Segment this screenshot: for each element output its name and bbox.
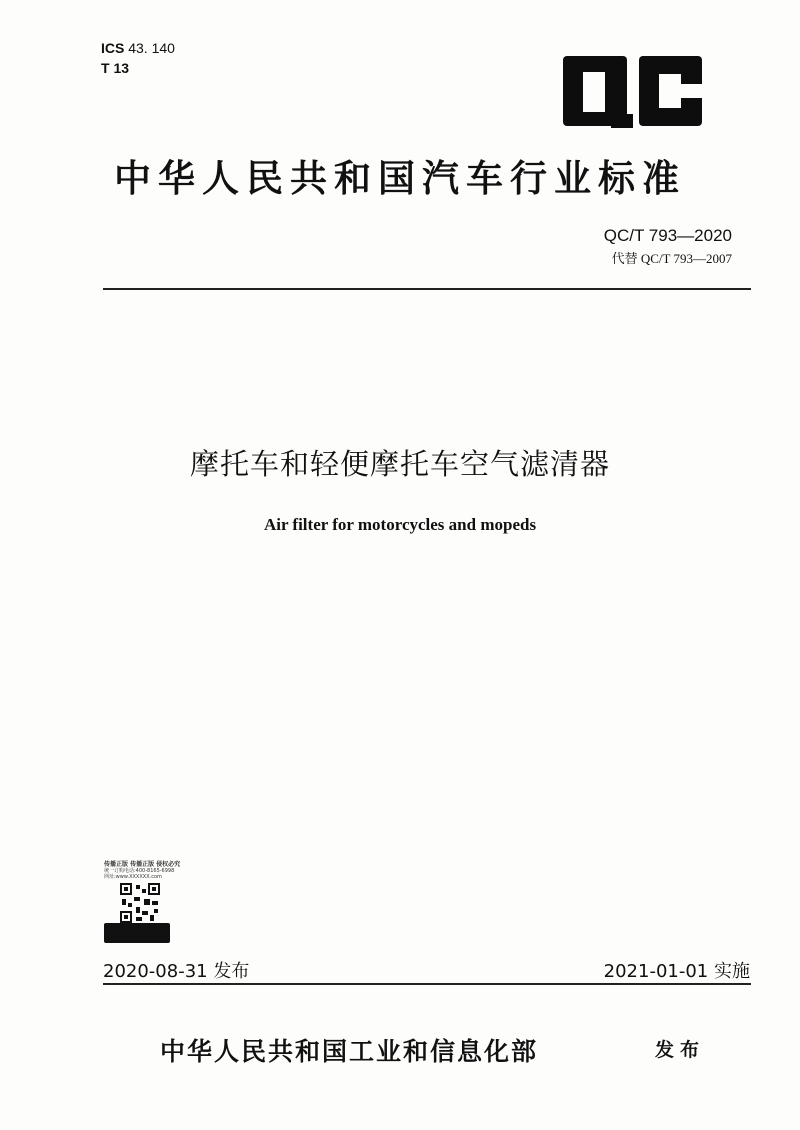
standard-number: QC/T 793—2020 xyxy=(603,226,732,245)
document-title-english: Air filter for motorcycles and mopeds xyxy=(263,515,537,534)
publish-date: 2020-08-31 发布 xyxy=(103,961,250,982)
stamp-line-2: 统一订购电话:400-8165-6998 xyxy=(104,868,175,874)
standard-category-title: 中华人民共和国汽车行业标准 xyxy=(114,156,686,200)
stamp-line-3: 网址:www.XXXXXX.com xyxy=(104,874,162,880)
qc-logo xyxy=(561,54,704,132)
document-title-chinese: 摩托车和轻便摩托车空气滤清器 xyxy=(189,447,610,481)
ccs-code: T 13 xyxy=(101,60,130,76)
classification-codes xyxy=(101,38,175,78)
replaced-standard: 代替 QC/T 793—2007 xyxy=(611,251,732,266)
stamp-label-bar xyxy=(104,923,170,943)
anti-piracy-stamp xyxy=(104,861,181,944)
qr-code-icon xyxy=(120,883,160,923)
effective-date: 2021-01-01 实施 xyxy=(603,961,750,982)
stamp-line-1: 传播正版 传播正版 侵权必究 xyxy=(104,861,181,868)
issuing-authority: 中华人民共和国工业和信息化部 xyxy=(160,1037,539,1066)
header-divider xyxy=(103,288,751,290)
ics-number: 43. 140 xyxy=(128,40,175,56)
issuer-suffix: 发布 xyxy=(655,1039,706,1061)
footer-divider xyxy=(103,983,751,985)
ics-code: ICS 43. 140 xyxy=(101,40,175,56)
